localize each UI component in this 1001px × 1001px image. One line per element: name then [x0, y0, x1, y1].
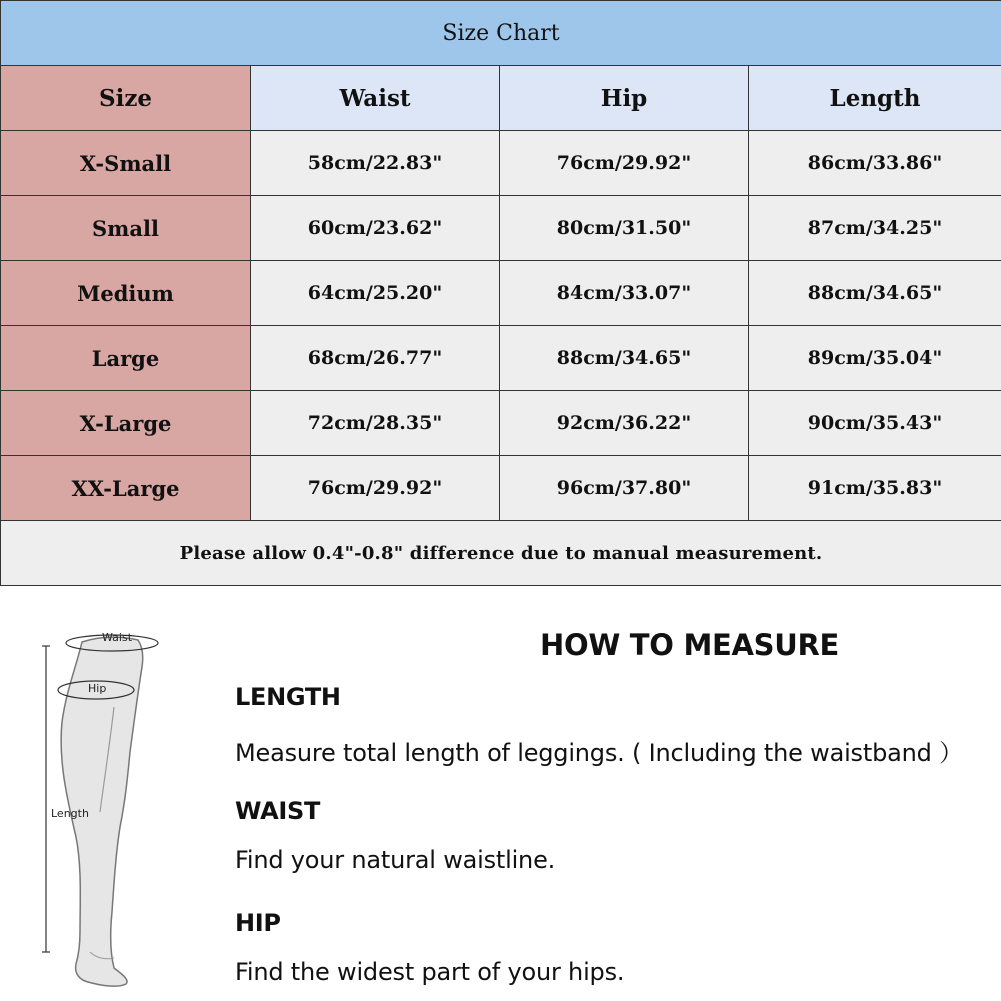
note-row: [1, 521, 1001, 586]
hip-cell: 80cm/31.50": [500, 196, 749, 261]
table-row: [1, 326, 1001, 391]
table-row: [1, 196, 1001, 261]
table-row: [1, 261, 1001, 326]
hip-cell: 76cm/29.92": [500, 131, 749, 196]
waist-cell: 64cm/25.20": [251, 261, 500, 326]
table-row: [1, 391, 1001, 456]
hip-cell: 96cm/37.80": [500, 456, 749, 521]
length-label: Length: [51, 807, 89, 820]
measurement-note: Please allow 0.4"-0.8" difference due to manual measurement.: [1, 521, 1001, 586]
length-cell: 86cm/33.86": [749, 131, 1001, 196]
length-cell: 90cm/35.43": [749, 391, 1001, 456]
size-cell: Small: [1, 196, 251, 261]
header-hip: Hip: [500, 66, 749, 131]
waist-heading: WAIST: [235, 797, 321, 825]
hip-heading: HIP: [235, 909, 281, 937]
table-row: [1, 131, 1001, 196]
waist-description: Find your natural waistline.: [235, 846, 556, 874]
how-to-measure-title: HOW TO MEASURE: [540, 628, 840, 662]
length-cell: 91cm/35.83": [749, 456, 1001, 521]
header-row: [1, 66, 1001, 131]
hip-cell: 88cm/34.65": [500, 326, 749, 391]
size-cell: X-Large: [1, 391, 251, 456]
size-cell: Medium: [1, 261, 251, 326]
length-cell: 89cm/35.04": [749, 326, 1001, 391]
waist-cell: 60cm/23.62": [251, 196, 500, 261]
length-heading: LENGTH: [235, 683, 341, 711]
header-length: Length: [749, 66, 1001, 131]
length-cell: 88cm/34.65": [749, 261, 1001, 326]
title-row: [1, 1, 1001, 66]
size-cell: XX-Large: [1, 456, 251, 521]
waist-cell: 68cm/26.77": [251, 326, 500, 391]
table-row: [1, 456, 1001, 521]
length-description: Measure total length of leggings. ( Including the waistband ）: [235, 739, 963, 767]
header-waist: Waist: [251, 66, 500, 131]
hip-cell: 84cm/33.07": [500, 261, 749, 326]
hip-description: Find the widest part of your hips.: [235, 958, 625, 986]
hip-label: Hip: [88, 682, 107, 695]
waist-cell: 58cm/22.83": [251, 131, 500, 196]
size-cell: Large: [1, 326, 251, 391]
waist-label: Waist: [102, 631, 133, 644]
waist-cell: 72cm/28.35": [251, 391, 500, 456]
waist-cell: 76cm/29.92": [251, 456, 500, 521]
size-chart-title: Size Chart: [1, 1, 1001, 66]
leggings-figure-illustration: [30, 612, 200, 997]
size-cell: X-Small: [1, 131, 251, 196]
length-cell: 87cm/34.25": [749, 196, 1001, 261]
header-size: Size: [1, 66, 251, 131]
hip-cell: 92cm/36.22": [500, 391, 749, 456]
